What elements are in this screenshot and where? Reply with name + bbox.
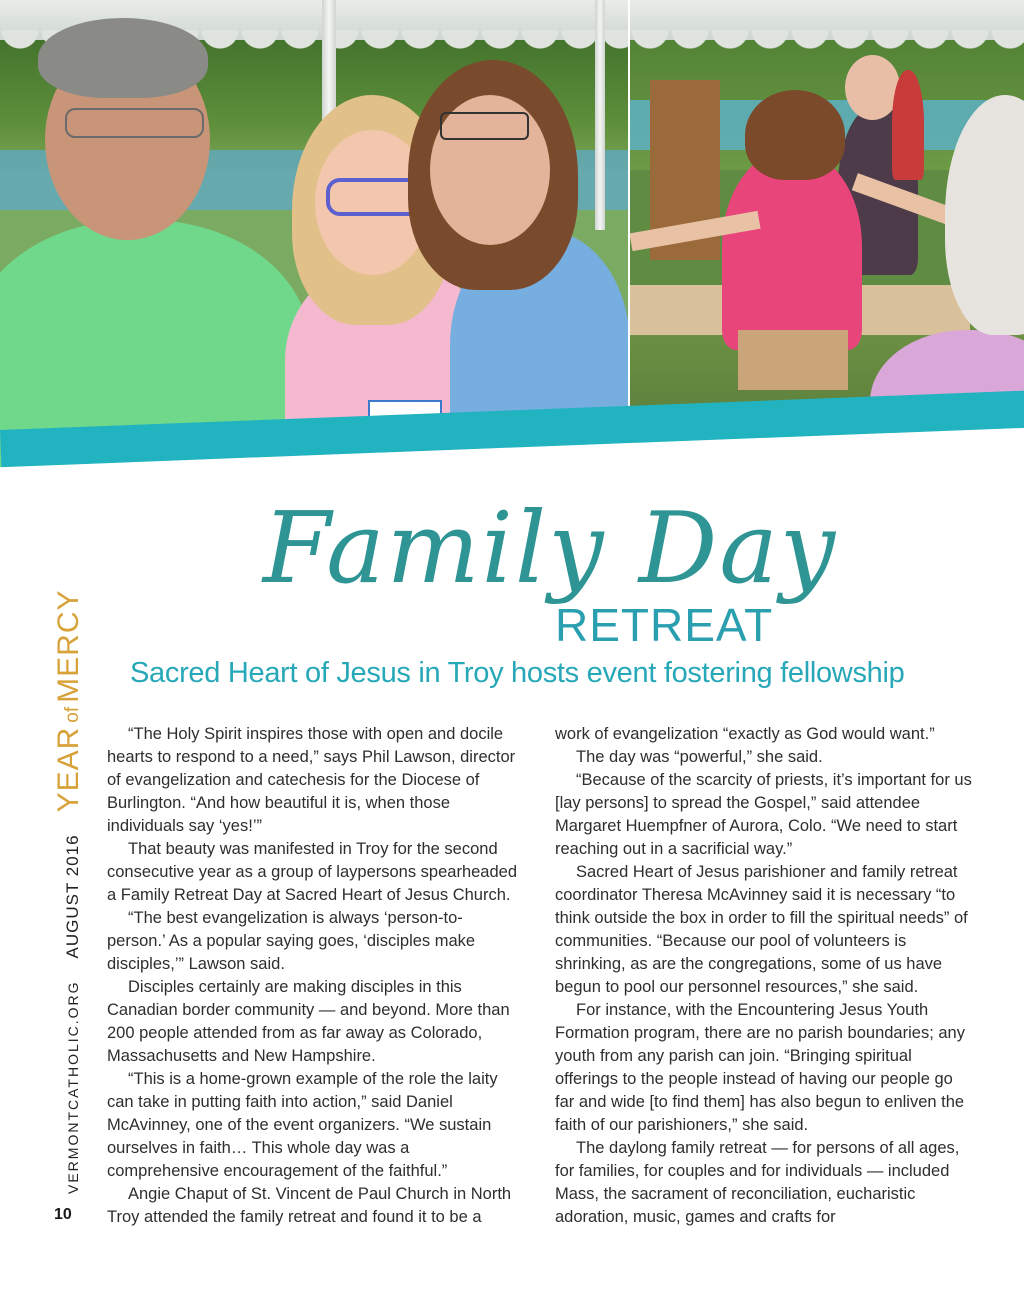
page-number: 10 <box>54 1206 72 1223</box>
mercy-word: MERCY <box>52 589 85 703</box>
paragraph: “The Holy Spirit inspires those with open and docile hearts to respond to a need,” says Phil Lawson, director of evangelization and catechesis for the Diocese of Burlington. “And how beautiful it is, when those individuals say ‘yes!’” <box>107 725 516 835</box>
family-photo <box>0 0 628 470</box>
vertical-sidebar-text <box>52 589 86 1194</box>
paragraph: Sacred Heart of Jesus parishioner and family retreat coordinator Theresa McAvinney said it is necessary “to think outside the box in order to fill the spiritual needs” of communities. “Because our pool of volunteers is shrinking, as are the congregations, some of us have begun to pool our personnel resources,” she said. <box>555 863 968 996</box>
paragraph: For instance, with the Encountering Jesus Youth Formation program, there are no parish boundaries; any youth from any parish can join. “Bringing spiritual offerings to the people instead of having our people go far and wide [to find them] has also begun to enliven the faith of our parishioners,” she said. <box>555 1001 965 1134</box>
year-word: YEAR <box>52 726 85 813</box>
paragraph: Angie Chaput of St. Vincent de Paul Church in North Troy attended the family retreat and found it to be a <box>107 1185 512 1226</box>
paragraph: “Because of the scarcity of priests, it’s important for us [lay persons] to spread the Gospel,” said attendee Margaret Huempfner of Aurora, Colo. “We need to start reaching out in a sacrificial way.” <box>555 771 972 858</box>
paragraph: The day was “powerful,” she said. <box>576 748 823 766</box>
headline-subtitle: Sacred Heart of Jesus in Troy hosts event fostering fellowship <box>130 657 905 689</box>
issue-date: AUGUST 2016 <box>63 834 82 959</box>
paragraph: The daylong family retreat — for persons of all ages, for families, for couples and for individuals — included Mass, the sacrament of reconciliation, eucharistic adoration, music, games and crafts for <box>555 1139 960 1226</box>
of-word: of <box>62 706 83 723</box>
article-left-column <box>107 723 519 1229</box>
paragraph-continuation: work of evangelization “exactly as God would want.” <box>555 725 935 743</box>
paragraph: “The best evangelization is always ‘person-to-person.’ As a popular saying goes, ‘disciples make disciples,’” Lawson said. <box>107 909 476 973</box>
headline-script-title: Family Day <box>262 492 838 606</box>
website-label: VERMONTCATHOLIC.ORG <box>65 980 81 1194</box>
headline-retreat: RETREAT <box>555 599 774 651</box>
paragraph: Disciples certainly are making disciples in this Canadian border community — and beyond. More than 200 people attended from as far away as Colorado, Massachusetts and New Hampshire. <box>107 978 510 1065</box>
paragraph: “This is a home-grown example of the role the laity can take in putting faith into action,” said Daniel McAvinney, one of the event organizers. “We sustain ourselves in faith… This whole day was a comprehensive encouragement of the faithful.” <box>107 1070 498 1180</box>
paragraph: That beauty was manifested in Troy for the second consecutive year as a group of laypersons spearheaded a Family Retreat Day at Sacred Heart of Jesus Church. <box>107 840 518 904</box>
article-right-column <box>555 723 975 1229</box>
